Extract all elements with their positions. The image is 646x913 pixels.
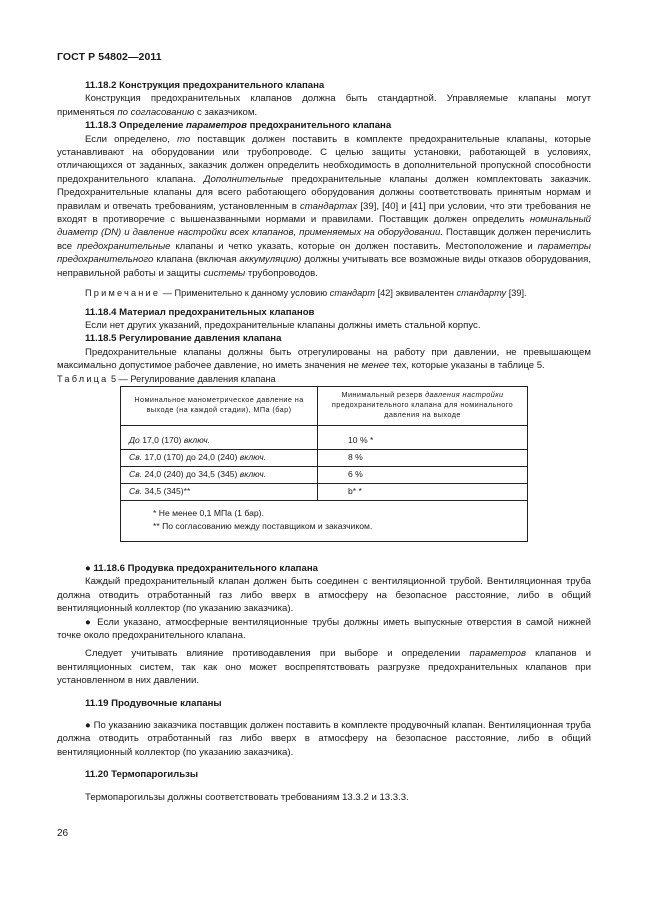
table-cell: 8 % [318, 449, 528, 466]
paragraph: Предохранительные клапаны должны быть отрегулированы на работу при давлении, не превышающем максимально допустимое рабочее давление, но иметь значения не менее тех, которые указаны в таблице 5. [57, 346, 591, 372]
footnote: * Не менее 0,1 МПа (1 бар). [153, 507, 264, 518]
section-heading-11-18-5: 11.18.5 Регулирование давления клапана [85, 333, 282, 345]
table-cell: Св. 17,0 (170) до 24,0 (240) включ. [121, 449, 318, 466]
paragraph: ● Если указано, атмосферные вентиляционные трубы должны иметь выпускные отверстия в самой нижней точке около предохранительного клапана. [57, 616, 591, 641]
section-heading-11-18-2: 11.18.2 Конструкция предохранительного клапана [85, 80, 325, 91]
document-header: ГОСТ Р 54802—2011 [57, 51, 162, 63]
paragraph: Если определено, то поставщик должен поставить в комплекте предохранительные клапаны, которые устанавливают на оборудовании или трубопроводе. С целью защиты установки, работающей в условиях, отличающихся от заданных, заказчик должен определить необходимость в дополнительной пропускной способности предохранительного клапана. Дополнительные предохранительные клапаны должен комплектовать заказчик. Предохранительные клапаны для всего работающего оборудования должны соответствовать принятым нормам и правилам и отвечать требованиям, установленным в стандартах [39], [40] и [41] при условии, что эти требования не входят в противоречие с вышеназванными нормами и правилами. Поставщик должен определить номинальный диаметр (DN) и давление настройки всех клапанов, применяемых на оборудовании. Поставщик должен перечислить все предохранительные клапаны и четко указать, которые он должен поставить. Местоположение и параметры предохранительного клапана (включая аккумуляцию) должны учитывать все возможные виды отказов оборудования, неправильной работы и защиты системы трубопроводов. [57, 133, 592, 279]
section-heading-11-19: 11.19 Продувочные клапаны [85, 697, 222, 709]
table-cell: Св. 24,0 (240) до 34,5 (345) включ. [121, 466, 318, 483]
table-row [121, 466, 528, 483]
paragraph: Каждый предохранительный клапан должен быть соединен с вентиляционной трубой. Вентиляционная труба должна отводить отработанный газ либо вверх в атмосферу на безопасное расстояние, либо в общий вентиляционный коллектор (по указанию заказчика). [57, 576, 591, 615]
note: Примечание — Применительно к данному условию стандарт [42] эквивалентен стандарту [39]. [85, 288, 527, 299]
table-cell: До 17,0 (170) включ. [121, 425, 318, 449]
table-row [121, 425, 528, 449]
document-body [57, 79, 591, 804]
table-cell: Св. 34,5 (345)** [121, 483, 318, 500]
paragraph: Термопарогильзы должны соответствовать требованиям 13.3.2 и 13.3.3. [85, 791, 409, 803]
table-caption: Таблица 5 — Регулирование давления клапана [57, 373, 276, 384]
table-cell: 10 % * [318, 425, 528, 449]
footnote: ** По согласованию между поставщиком и заказчиком. [153, 520, 373, 531]
section-heading-11-20: 11.20 Термопарогильзы [85, 769, 199, 781]
table-header-col2: Минимальный резерв давления настройки предохранительного клапана для номинального давления на выходе [318, 386, 528, 425]
page-number: 26 [57, 828, 69, 839]
table-header-col1: Номинальное манометрическое давление на выходе (на каждой стадии), МПа (бар) [121, 386, 318, 425]
table-5 [120, 386, 528, 542]
paragraph: ● По указанию заказчика поставщик должен поставить в комплекте продувочный клапан. Вентиляционная труба должна отводить отработанный газ либо вверх в атмосферу на безопасное расстояние, либо в общий вентиляционный коллектор (по указанию заказчика). [57, 720, 591, 758]
paragraph: Конструкция предохранительных клапанов должна быть стандартной. Управляемые клапаны могут применяться по согласованию с заказчиком. [57, 93, 591, 118]
table-footnotes-row [121, 500, 528, 541]
section-heading-11-18-6: ● 11.18.6 Продувка предохранительного клапана [85, 562, 318, 574]
table-cell: b* * [318, 483, 528, 500]
table-row [121, 483, 528, 500]
section-heading-11-18-3: 11.18.3 Определение параметров предохранительного клапана [85, 120, 392, 132]
paragraph: Следует учитывать влияние противодавления при выборе и определении параметров клапанов и вентиляционных систем, так как оно может воспрепятствовать разгрузке предохранительных клапанов при установленном в них давлении. [57, 648, 591, 687]
note-label: Примечание [85, 288, 161, 299]
section-heading-11-18-4: 11.18.4 Материал предохранительных клапанов [85, 306, 315, 318]
table-row [121, 449, 528, 466]
paragraph: Если нет других указаний, предохранительные клапаны должны иметь стальной корпус. [85, 319, 481, 331]
table-cell: 6 % [318, 466, 528, 483]
table-footnotes [121, 500, 528, 541]
